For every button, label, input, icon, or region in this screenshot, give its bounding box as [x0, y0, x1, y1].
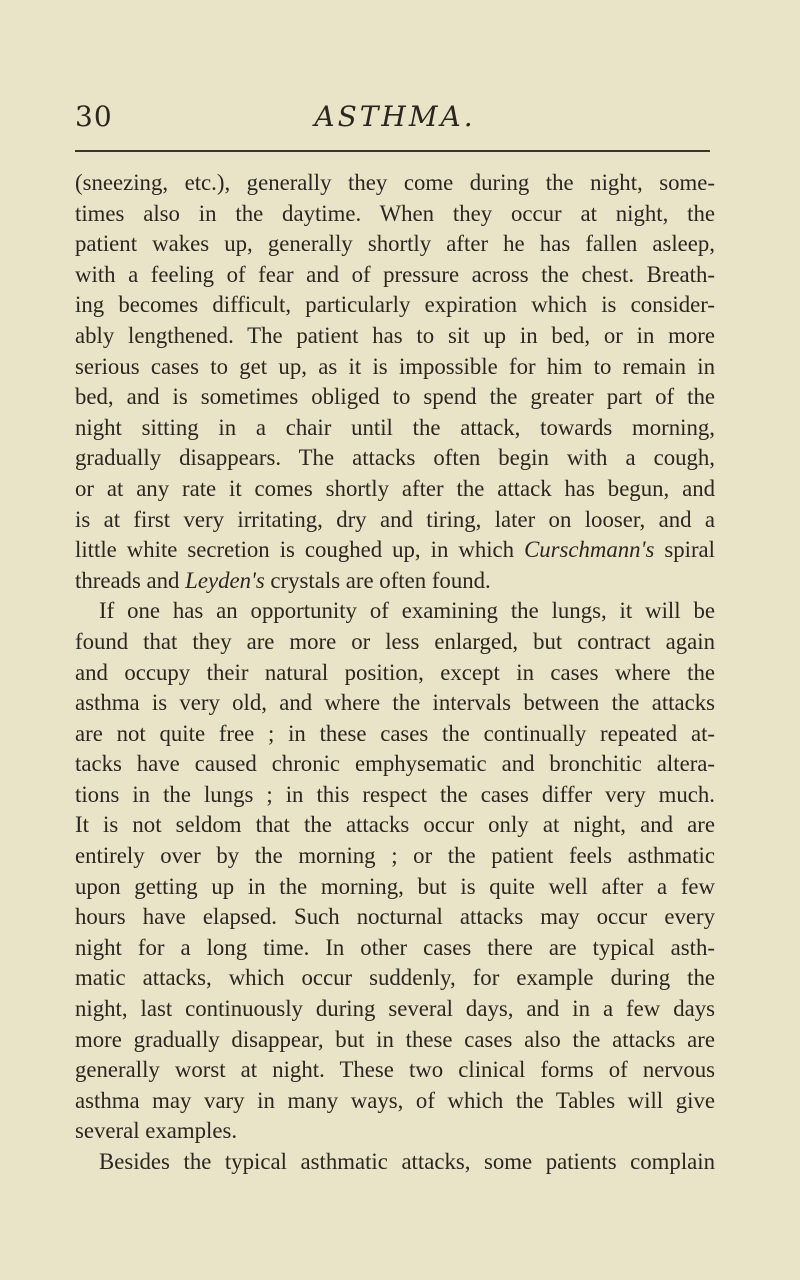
text-line: Besides the typical asthmatic attacks, some patients complain — [99, 1149, 715, 1174]
text-line: patient wakes up, generally shortly after he has fallen asleep, — [75, 231, 715, 257]
text-line: asthma is very old, and where the intervals between the attacks — [75, 690, 715, 716]
text-line: (sneezing, etc.), generally they come during the night, some- — [75, 170, 715, 195]
text-line: is at first very irritating, dry and tiring, later on looser, and a — [75, 506, 715, 532]
page-header — [75, 100, 715, 140]
text-line: with a feeling of fear and of pressure across the chest. Breath- — [75, 261, 715, 287]
text-line: matic attacks, which occur suddenly, for example during the — [75, 965, 715, 991]
text-line: ably lengthened. The patient has to sit up in bed, or in more — [75, 322, 715, 348]
text-line: If one has an opportunity of examining the lungs, it will be — [99, 598, 715, 624]
text-line: several examples. — [75, 1118, 238, 1144]
text-line: entirely over by the morning ; or the patient feels asthmatic — [75, 843, 715, 869]
text-line: and occupy their natural position, except in cases where the — [75, 659, 715, 685]
italic-name-leyden: Leyden's — [185, 567, 265, 593]
text-line: times also in the daytime. When they occur at night, the — [75, 200, 715, 226]
text-line: upon getting up in the morning, but is quite well after a few — [75, 873, 715, 899]
text-line: found that they are more or less enlarged, but contract again — [75, 628, 715, 654]
text-line: or at any rate it comes shortly after the attack has begun, and — [75, 475, 715, 501]
text-line: night, last continuously during several days, and in a few days — [75, 996, 715, 1022]
text-run: threads and — [75, 567, 186, 593]
running-head: ASTHMA. — [314, 100, 476, 133]
text-line: ing becomes difficult, particularly expiration which is consider- — [75, 292, 715, 318]
text-line: gradually disappears. The attacks often begin with a cough, — [75, 445, 715, 471]
text-line: hours have elapsed. Such nocturnal attacks may occur every — [75, 904, 715, 930]
text-line: more gradually disappear, but in these cases also the attacks are — [75, 1026, 715, 1052]
text-line: are not quite free ; in these cases the continually repeated at- — [75, 720, 715, 746]
body-text — [75, 168, 715, 1178]
text-line: night sitting in a chair until the attack, towards morning, — [75, 414, 715, 440]
text-line: It is not seldom that the attacks occur only at night, and are — [75, 812, 715, 838]
text-line: generally worst at night. These two clinical forms of nervous — [75, 1057, 715, 1083]
text-line: tions in the lungs ; in this respect the cases differ very much. — [75, 781, 715, 807]
text-run: spiral — [654, 537, 715, 563]
text-line: bed, and is sometimes obliged to spend the greater part of the — [75, 384, 715, 410]
page-number: 30 — [75, 100, 113, 133]
text-run: crystals are often found. — [264, 567, 491, 593]
text-line — [75, 566, 715, 597]
text-line — [75, 535, 715, 566]
italic-name-curschmann: Curschmann's — [524, 537, 655, 563]
text-line: asthma may vary in many ways, of which the Tables will give — [75, 1087, 715, 1113]
text-line: tacks have caused chronic emphysematic and bronchitic altera- — [75, 751, 715, 777]
text-run: little white secretion is coughed up, in which — [75, 537, 525, 563]
header-rule — [75, 150, 710, 152]
text-line: serious cases to get up, as it is impossible for him to remain in — [75, 353, 715, 379]
text-line: night for a long time. In other cases there are typical asth- — [75, 934, 715, 960]
